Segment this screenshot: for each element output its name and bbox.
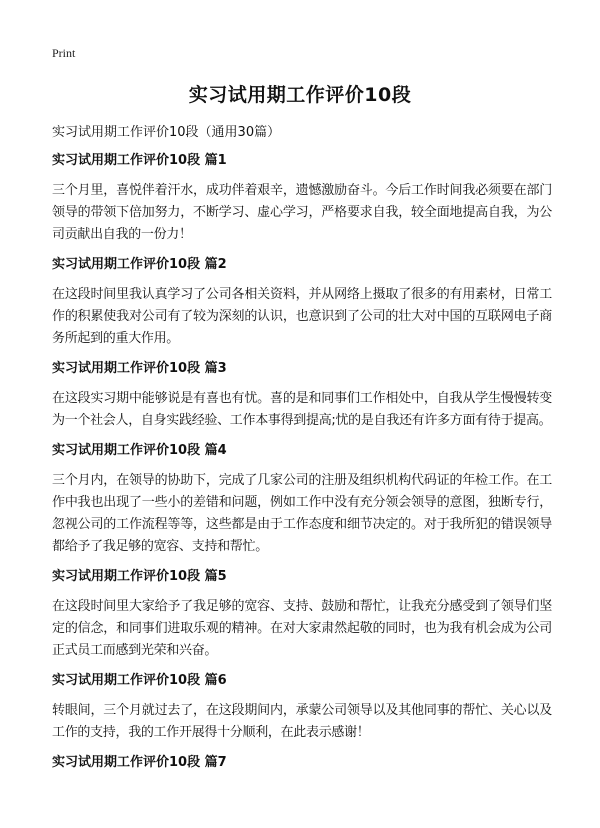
- section-heading: 实习试用期工作评价10段 篇2: [52, 257, 227, 272]
- section-body: 三个月里，喜悦伴着汗水，成功伴着艰辛，遗憾激励奋斗。今后工作时间我必须要在部门领导的带领下倍加努力，不断学习、虚心学习，严格要求自我，较全面地提高自我，为公司贡献出自我的一份力！: [52, 183, 552, 242]
- sections-container: [52, 150, 552, 774]
- section-6: [52, 670, 552, 744]
- section-heading: 实习试用期工作评价10段 篇4: [52, 443, 227, 458]
- section-heading: 实习试用期工作评价10段 篇3: [52, 361, 227, 376]
- document-title: 实习试用期工作评价10段: [188, 84, 412, 106]
- document-subtitle: 实习试用期工作评价10段（通用30篇）: [52, 125, 281, 140]
- section-1: [52, 150, 552, 246]
- section-7: [52, 752, 552, 774]
- section-5: [52, 566, 552, 662]
- section-heading: 实习试用期工作评价10段 篇5: [52, 569, 227, 584]
- print-link[interactable]: Print: [52, 46, 76, 60]
- section-body: 三个月内，在领导的协助下，完成了几家公司的注册及组织机构代码证的年检工作。在工作中我也出现了一些小的差错和问题，例如工作中没有充分领会领导的意图，独断专行，忽视公司的工作流程等等，这些都是由于工作态度和细节决定的。对于我所犯的错误领导都给予了我足够的宽容、支持和帮忙。: [52, 473, 552, 554]
- section-3: [52, 358, 552, 432]
- section-body: 在这段时间里我认真学习了公司各相关资料，并从网络上摄取了很多的有用素材，日常工作的积累使我对公司有了较为深刻的认识，也意识到了公司的壮大对中国的互联网电子商务所起到的重大作用。: [52, 287, 552, 346]
- section-4: [52, 440, 552, 558]
- section-body: 在这段实习期中能够说是有喜也有忧。喜的是和同事们工作相处中，自我从学生慢慢转变为一个社会人，自身实践经验、工作本事得到提高;忧的是自我还有许多方面有待于提高。: [52, 391, 552, 428]
- section-heading: 实习试用期工作评价10段 篇6: [52, 673, 227, 688]
- section-body: 在这段时间里大家给予了我足够的宽容、支持、鼓励和帮忙，让我充分感受到了领导们坚定的信念，和同事们进取乐观的精神。在对大家肃然起敬的同时，也为我有机会成为公司正式员工而感到光荣和兴奋。: [52, 599, 552, 658]
- section-body: 转眼间，三个月就过去了，在这段期间内，承蒙公司领导以及其他同事的帮忙、关心以及工作的支持，我的工作开展得十分顺利，在此表示感谢！: [52, 703, 552, 740]
- section-heading: 实习试用期工作评价10段 篇1: [52, 153, 227, 168]
- section-heading: 实习试用期工作评价10段 篇7: [52, 755, 227, 770]
- section-2: [52, 254, 552, 350]
